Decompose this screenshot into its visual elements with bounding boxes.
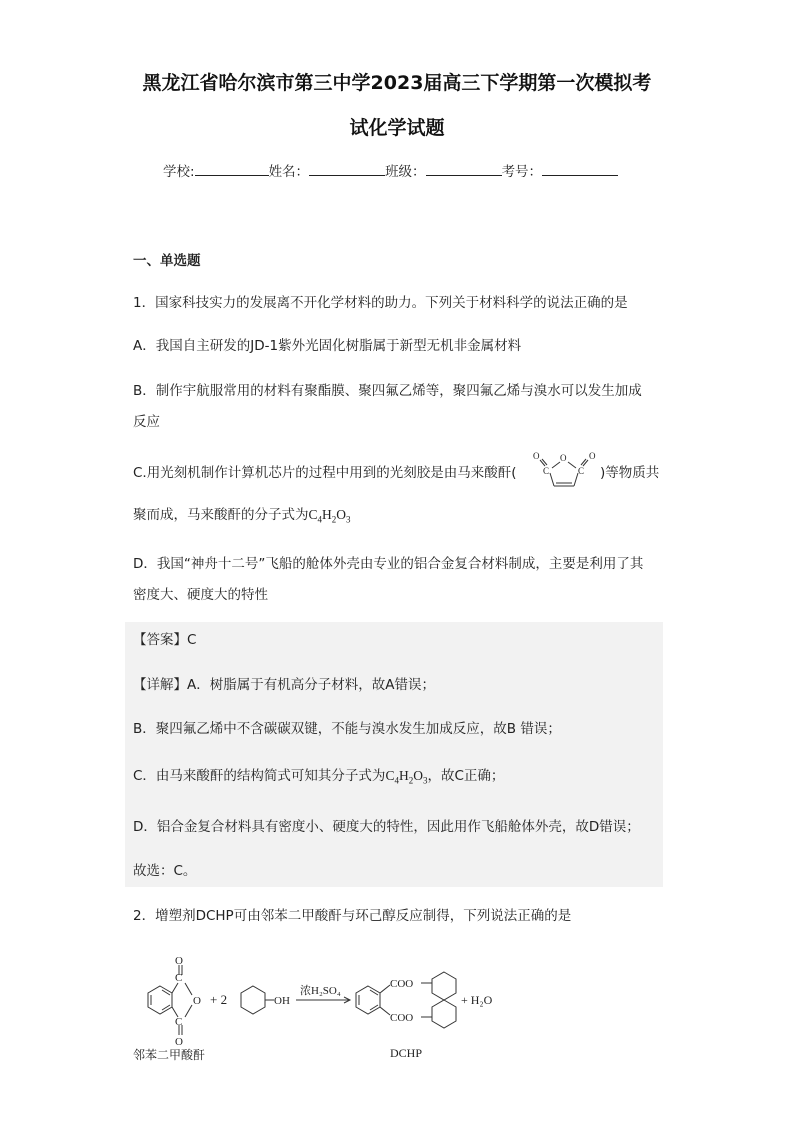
anhydride-top-c: C	[175, 972, 183, 984]
section-title: 一、单选题	[133, 253, 201, 269]
anhydride-bottom-o: O	[175, 1036, 183, 1048]
detail-a: 【详解】A．树脂属于有机高分子材料，故A错误；	[133, 677, 435, 693]
conclusion: 故选：C。	[133, 863, 197, 879]
doc-title-line2: 试化学试题	[349, 117, 445, 139]
detail-d: D．铝合金复合材料具有密度小、硬度大的特性，因此用作飞船舱体外壳，故D错误；	[133, 819, 640, 835]
maleic-ring-o: O	[560, 453, 567, 463]
q1-option-c-line2	[133, 505, 351, 530]
formula-o-count: 3	[346, 514, 351, 525]
class-blank[interactable]	[426, 161, 502, 176]
detail-c-tail: ，故C正确；	[427, 768, 505, 784]
label-phthalic-anhydride: 邻苯二甲酸酐	[133, 1048, 206, 1062]
detail-b: B．聚四氟乙烯中不含碳碳双键，不能与溴水发生加成反应，故B 错误；	[133, 721, 561, 737]
name-label: 姓名：	[268, 164, 310, 180]
formula-c-count: 4	[394, 775, 399, 786]
anhydride-bottom-c: C	[175, 1016, 183, 1028]
formula-o-count: 3	[422, 775, 428, 786]
maleic-right-c: C	[578, 466, 585, 476]
number-blank[interactable]	[542, 161, 618, 176]
detail-c-formula	[385, 768, 428, 786]
number-label: 考号：	[501, 164, 543, 180]
info-fields	[163, 160, 618, 180]
class-label: 班级：	[385, 164, 426, 180]
reagent-label: 浓H₂SO₄	[300, 985, 341, 997]
formula-c: C	[308, 507, 318, 522]
label-dchp: DCHP	[390, 1046, 423, 1060]
answer-panel	[125, 622, 663, 887]
q1-option-c-line1a: C.用光刻机制作计算机芯片的过程中用到的光刻胶是由马来酸酐(	[133, 465, 517, 481]
formula-h: H	[398, 768, 409, 783]
formula-h-count: 2	[331, 514, 337, 525]
detail-c-text: C．由马来酸酐的结构简式可知其分子式为	[133, 768, 386, 784]
formula-o: O	[336, 507, 347, 522]
maleic-left-c: C	[543, 466, 550, 476]
maleic-anhydride-structure	[528, 448, 600, 494]
formula-o: O	[413, 768, 423, 783]
formula-c-count: 4	[317, 514, 323, 525]
q1-option-c-line1b: )等物质共	[600, 465, 660, 481]
q1-option-b-line1: B．制作宇航服常用的材料有聚酯膜、聚四氟乙烯等，聚四氟乙烯与溴水可以发生加成	[133, 383, 642, 399]
ester-bottom: COO	[390, 1012, 414, 1024]
school-blank[interactable]	[195, 161, 269, 176]
school-label: 学校:	[163, 164, 195, 180]
q1-option-a: A．我国自主研发的JD-1紫外光固化树脂属于新型无机非金属材料	[133, 338, 522, 354]
anhydride-top-o: O	[175, 955, 183, 967]
formula-h-count: 2	[408, 775, 414, 786]
formula-c: C	[385, 768, 395, 783]
name-blank[interactable]	[309, 161, 385, 176]
plus-two: + 2	[210, 992, 228, 1007]
hydroxyl-label: OH	[274, 995, 290, 1007]
anhydride-ring-o: O	[193, 995, 201, 1007]
q1-option-d-line1: D．我国“神舟十二号”飞船的舱体外壳由专业的铝合金复合材料制成，主要是利用了其	[133, 556, 644, 572]
ester-top: COO	[390, 978, 414, 990]
q1-option-c-text: 聚而成，马来酸酐的分子式为	[133, 507, 309, 523]
detail-c	[133, 766, 504, 791]
maleic-left-o: O	[533, 451, 540, 461]
water-product: + H₂O	[461, 993, 493, 1007]
answer-label: 【答案】C	[133, 632, 197, 648]
maleic-formula	[308, 507, 351, 525]
q1-option-b-line2: 反应	[133, 414, 160, 430]
q2-stem: 2．增塑剂DCHP可由邻苯二甲酸酐与环己醇反应制得，下列说法正确的是	[133, 908, 572, 924]
q1-option-d-line2: 密度大、硬度大的特性	[133, 587, 268, 603]
maleic-right-o: O	[589, 451, 596, 461]
doc-title-line1: 黑龙江省哈尔滨市第三中学2023届高三下学期第一次模拟考	[142, 72, 652, 94]
q1-stem: 1．国家科技实力的发展离不开化学材料的助力。下列关于材料科学的说法正确的是	[133, 295, 628, 311]
formula-h: H	[322, 507, 332, 522]
